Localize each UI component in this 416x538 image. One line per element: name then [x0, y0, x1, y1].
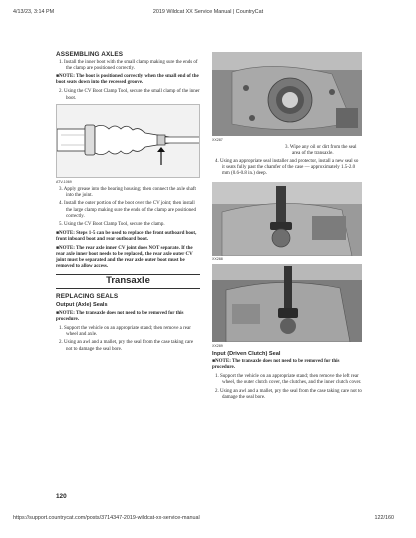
- step: 4. Using an appropriate seal installer and protector, install a new seal so it seats fully past the chamfer of the case — approximately 1.5-2.0 mm (0.6-0.8 in.) deep.: [215, 159, 359, 177]
- figure-id: XX288: [212, 257, 223, 262]
- photo-seal-installer: [212, 182, 362, 256]
- axle-boot-illustration: [57, 105, 200, 178]
- step: 4. Install the outer portion of the boot over the CV joint; then install the large clamp making sure the ends of the clamp are positioned correctly.: [59, 201, 197, 219]
- photo-seal-tool: [212, 264, 362, 342]
- print-title: 2019 Wildcat XX Service Manual | CountryCat: [152, 9, 264, 15]
- note: ■NOTE: Steps 1-5 can be used to replace the front outboard boot, front inboard boot and rear outboard boot.: [56, 230, 197, 242]
- seal-installer-photo: [212, 182, 362, 256]
- print-datetime: 4/13/23, 3:14 PM: [13, 9, 55, 15]
- step: 3. Wipe any oil or dirt from the seal area of the transaxle.: [285, 144, 357, 156]
- note: ■NOTE: The boot is positioned correctly when the small end of the boot seats down into the recessed groove.: [56, 74, 199, 86]
- note: ■NOTE: The transaxle does not need to be removed for this procedure.: [212, 358, 340, 370]
- left-column: [56, 52, 200, 355]
- transaxle-photo: [212, 52, 362, 136]
- subheading-input-seal: Input (Driven Clutch) Seal: [212, 350, 281, 357]
- step: 3. Apply grease into the bearing housing; then connect the axle shaft into the joint.: [59, 186, 196, 198]
- step: 1. Support the vehicle on an appropriate stand; then remove a rear wheel and axle.: [59, 325, 191, 337]
- note: ■NOTE: The rear axle inner CV joint does NOT separate. If the rear axle inner boot needs to be replaced, the rear axle outer CV joint must be separated and the rear axle outer boot must be removed to allow access.: [56, 246, 193, 270]
- photo-transaxle-seal: [212, 52, 362, 136]
- step: 2. Using an awl and a mallet, pry the seal from the case taking care not to damage the seal bore.: [215, 388, 362, 400]
- print-url: https://support.countrycat.com/posts/3714347-2019-wildcat-xx-service-manual: [13, 515, 200, 521]
- section-banner-transaxle: Transaxle: [56, 274, 200, 289]
- heading-replacing-seals: REPLACING SEALS: [56, 293, 119, 301]
- figure-axle-boot: [56, 104, 200, 178]
- seal-tool-photo: [212, 264, 362, 342]
- right-column: [212, 52, 362, 403]
- step: 2. Using an awl and a mallet, pry the seal from the case taking care not to damage the seal bore.: [59, 340, 194, 352]
- print-page-counter: 122/160: [374, 515, 394, 521]
- page-number: 120: [56, 493, 67, 500]
- subheading-output-seals: Output (Axle) Seals: [56, 302, 108, 309]
- step: 5. Using the CV Boot Clamp Tool, secure the clamp.: [59, 222, 165, 228]
- heading-assembling-axles: ASSEMBLING AXLES: [56, 51, 124, 58]
- step: 1. Install the inner boot with the small clamp making sure the ends of the clamp are positioned correctly.: [59, 59, 198, 71]
- step: 2. Using the CV Boot Clamp Tool, secure the small clamp of the inner boot.: [59, 89, 200, 101]
- figure-id: XX289: [212, 343, 223, 348]
- figure-id: ATV-1069: [56, 179, 72, 184]
- step: 1. Support the vehicle on an appropriate stand; then remove the left rear wheel, the outer clutch cover, the clutches, and the inner clutch cover.: [215, 374, 362, 386]
- figure-id: XX287: [212, 137, 223, 142]
- note: ■NOTE: The transaxle does not need to be removed for this procedure.: [56, 310, 184, 322]
